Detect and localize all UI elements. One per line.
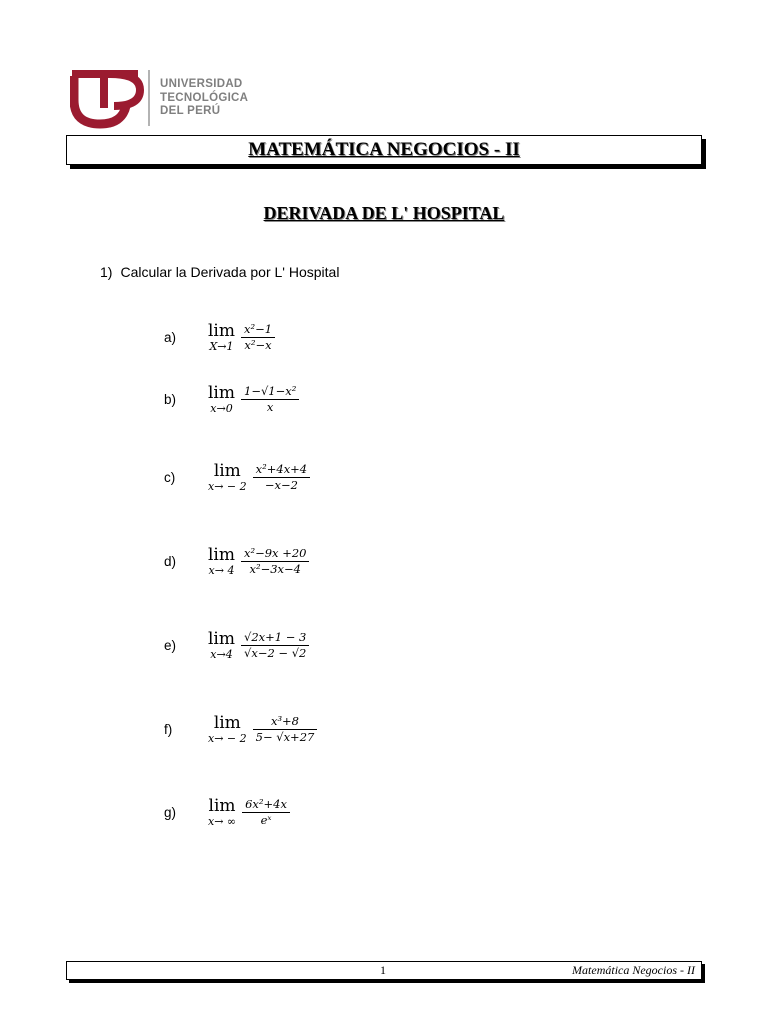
numerator: x²+4x+4 <box>255 462 308 476</box>
numerator: 6x²+4x <box>245 797 287 811</box>
page-footer <box>66 961 702 980</box>
question-number: 1) <box>100 264 113 280</box>
limit-operator <box>208 322 235 353</box>
denominator: √x−2 − √2 <box>244 646 307 660</box>
fraction <box>241 546 309 577</box>
university-name <box>160 78 248 119</box>
limit-operator <box>208 797 236 828</box>
exercise-c <box>164 462 310 493</box>
exercise-f <box>164 714 317 745</box>
lim-word: lim <box>213 461 241 481</box>
logo-divider <box>148 70 150 126</box>
numerator: √2x+1 − 3 <box>244 630 307 644</box>
question <box>100 264 339 280</box>
exercise-label: d) <box>164 554 177 569</box>
lim-word: lim <box>208 629 235 649</box>
course-title-box <box>66 135 702 165</box>
university-name-line-1: UNIVERSIDAD <box>160 78 243 90</box>
denominator: 5− √x+27 <box>255 730 315 744</box>
numerator: 1−√1−x² <box>244 384 297 398</box>
lim-subscript: X→1 <box>209 340 234 353</box>
exercise-e <box>164 630 309 661</box>
exercise-g <box>164 797 290 828</box>
lim-word: lim <box>208 796 236 816</box>
limit-operator <box>208 546 235 577</box>
course-title: MATEMÁTICA NEGOCIOS - II <box>248 139 520 160</box>
denominator: −x−2 <box>264 478 298 492</box>
denominator: x²−x <box>244 338 272 352</box>
question-text: Calcular la Derivada por L' Hospital <box>120 264 340 280</box>
numerator: x²−9x +20 <box>244 546 307 560</box>
exercise-label: b) <box>164 392 177 407</box>
utp-logo-mark <box>70 68 150 130</box>
lim-subscript: x→4 <box>210 648 233 661</box>
fraction <box>241 322 275 353</box>
exercise-b <box>164 384 299 415</box>
exercise-a <box>164 322 275 353</box>
lim-subscript: x→ 4 <box>208 564 235 577</box>
topic-title: DERIVADA DE L' HOSPITAL <box>263 203 505 223</box>
limit-operator <box>208 384 235 415</box>
fraction <box>253 462 311 493</box>
exercise-label: g) <box>164 805 177 820</box>
lim-subscript: x→ − 2 <box>208 732 247 745</box>
university-name-line-3: DEL PERÚ <box>160 105 221 117</box>
lim-subscript: x→ ∞ <box>208 815 237 828</box>
page-number: 1 <box>380 963 386 977</box>
lim-subscript: x→0 <box>210 402 233 415</box>
fraction <box>241 630 309 661</box>
lim-word: lim <box>208 321 235 341</box>
fraction <box>241 384 299 415</box>
denominator: x <box>266 400 274 414</box>
university-name-line-2: TECNOLÓGICA <box>160 91 249 104</box>
limit-operator <box>208 630 235 661</box>
footer-course-name: Matemática Negocios - II <box>572 963 695 977</box>
exercise-label: a) <box>164 330 177 345</box>
fraction <box>253 714 318 745</box>
denominator: x²−3x−4 <box>249 562 301 576</box>
numerator: x²−1 <box>244 322 273 336</box>
numerator: x³+8 <box>270 714 300 728</box>
limit-operator <box>208 714 247 745</box>
lim-word: lim <box>213 713 241 733</box>
exercise-d <box>164 546 309 577</box>
denominator: eˣ <box>260 813 272 827</box>
lim-word: lim <box>208 545 235 565</box>
exercise-label: c) <box>164 470 176 485</box>
limit-operator <box>208 462 247 493</box>
lim-subscript: x→ − 2 <box>208 480 247 493</box>
exercise-label: e) <box>164 638 177 653</box>
fraction <box>242 797 290 828</box>
lim-word: lim <box>208 383 235 403</box>
exercise-label: f) <box>164 722 173 737</box>
